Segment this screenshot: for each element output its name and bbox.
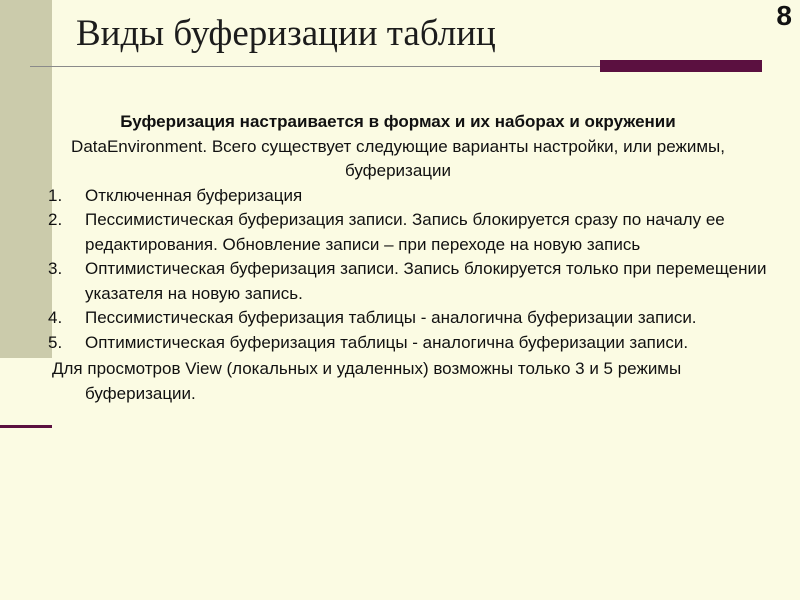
list-item-number: 4. (48, 308, 63, 327)
list-item-text: Оптимистическая буферизация таблицы - аналогична буферизации записи. (85, 332, 689, 352)
list-item-number: 2. (48, 210, 63, 229)
list-item (28, 331, 768, 356)
intro-bold-text: Буферизация настраивается в формах и их наборах и окружении (120, 112, 676, 131)
list-item-text: Пессимистическая буферизация таблицы - аналогична буферизации записи. (85, 308, 697, 327)
list-item-number: 3. (48, 259, 63, 278)
list-item-text: Оптимистическая буферизация записи. Запись блокируется только при перемещении указателя на новую запись. (85, 259, 767, 303)
intro-text: DataEnvironment. Всего существует следующие варианты настройки, или режимы, буферизации (71, 136, 725, 180)
list-item (28, 257, 768, 306)
side-accent-line (0, 425, 52, 428)
list-item-text: Пессимистическая буферизация записи. Запись блокируется сразу по началу ее редактирования. Обновление записи – при переходе на новую запись (85, 210, 725, 254)
list-item (28, 184, 768, 209)
list-item (28, 208, 768, 257)
slide-body (28, 110, 768, 406)
slide-number: 8 (776, 0, 792, 31)
list-item (28, 306, 768, 331)
intro-paragraph (28, 110, 768, 184)
slide-title: Виды буферизации таблиц (76, 13, 496, 54)
list-item-number: 1. (48, 185, 63, 205)
views-footnote: Для просмотров View (локальных и удаленных) возможны только 3 и 5 режимы буферизации. (52, 359, 682, 403)
list-item-number: 5. (48, 332, 63, 352)
corner-accent-bar (600, 60, 762, 72)
list-item-text: Отключенная буферизация (85, 185, 303, 205)
buffering-modes-list (28, 184, 768, 356)
